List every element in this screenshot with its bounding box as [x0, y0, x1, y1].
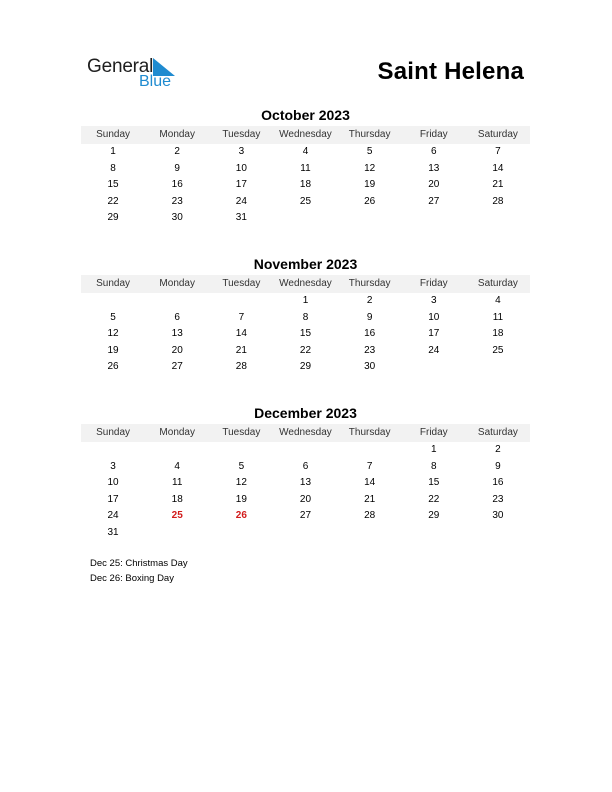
- weekday-label: Thursday: [348, 278, 391, 289]
- weekday-label: Monday: [159, 278, 195, 289]
- month-title: November 2023: [253, 256, 358, 272]
- day-grid: [81, 293, 530, 376]
- day-cell: 3: [110, 460, 116, 472]
- weekday-label: Thursday: [348, 129, 391, 140]
- empty-cell: [466, 359, 530, 376]
- day-cell: 16: [171, 179, 183, 190]
- month-december: [81, 404, 530, 541]
- day-cell: 9: [366, 311, 373, 323]
- weekday-label: Saturday: [477, 278, 518, 289]
- day-grid: [81, 144, 530, 227]
- day-cell: 17: [107, 493, 119, 505]
- day-cell: 24: [235, 195, 247, 207]
- day-cell: 25: [299, 195, 312, 207]
- day-cell: 5: [238, 460, 245, 472]
- day-cell: 30: [364, 361, 376, 372]
- day-cell: 7: [495, 146, 501, 157]
- day-cell: 24: [428, 344, 440, 356]
- day-cell: 22: [107, 195, 119, 207]
- empty-cell: [145, 525, 209, 542]
- day-cell: 19: [107, 344, 119, 356]
- day-cell: 11: [172, 477, 183, 488]
- day-cell: 14: [364, 477, 376, 488]
- day-cell: 29: [107, 212, 119, 223]
- day-cell: 26: [107, 361, 119, 372]
- day-cell: 16: [364, 328, 376, 339]
- day-cell: 14: [235, 328, 247, 339]
- day-cell: 26: [235, 510, 247, 521]
- day-cell: 19: [364, 179, 376, 190]
- weekday-label: Friday: [419, 278, 448, 289]
- empty-cell: [209, 442, 273, 459]
- day-cell: 13: [428, 162, 440, 174]
- day-cell: 30: [171, 212, 183, 223]
- day-cell: 27: [171, 361, 183, 372]
- day-cell: 6: [302, 460, 309, 472]
- weekday-label: Saturday: [477, 129, 518, 140]
- weekday-header: [81, 424, 530, 442]
- empty-cell: [273, 525, 337, 542]
- day-cell: 15: [428, 477, 440, 488]
- day-cell: 22: [299, 344, 312, 356]
- month-october: [81, 106, 530, 227]
- weekday-label: Monday: [159, 129, 195, 140]
- day-cell: 9: [174, 162, 180, 174]
- empty-cell: [81, 442, 145, 459]
- day-cell: 18: [171, 493, 183, 505]
- day-cell: 3: [238, 146, 245, 157]
- weekday-label: Tuesday: [222, 427, 261, 438]
- day-cell: 24: [107, 510, 119, 521]
- day-cell: 7: [238, 311, 245, 323]
- day-cell: 13: [299, 477, 312, 488]
- day-cell: 4: [302, 146, 309, 157]
- empty-cell: [273, 210, 337, 227]
- month-title: October 2023: [261, 107, 350, 123]
- day-cell: 27: [428, 195, 440, 207]
- weekday-label: Sunday: [96, 427, 131, 438]
- day-cell: 8: [430, 460, 437, 472]
- day-cell: 18: [299, 179, 312, 190]
- day-cell: 9: [495, 460, 501, 472]
- day-cell: 5: [110, 311, 116, 323]
- empty-cell: [209, 525, 273, 542]
- weekday-label: Sunday: [96, 278, 131, 289]
- day-cell: 5: [366, 146, 373, 157]
- day-cell: 10: [107, 477, 119, 488]
- empty-cell: [145, 442, 209, 459]
- empty-cell: [338, 442, 402, 459]
- weekday-label: Monday: [159, 427, 195, 438]
- day-cell: 31: [107, 526, 119, 538]
- day-cell: 11: [300, 162, 311, 174]
- holiday-notes: [90, 556, 188, 586]
- day-cell: 3: [430, 295, 437, 306]
- empty-cell: [402, 359, 466, 376]
- day-cell: 8: [302, 311, 309, 323]
- day-cell: 10: [428, 311, 440, 323]
- empty-cell: [402, 525, 466, 542]
- day-cell: 12: [364, 162, 376, 174]
- day-cell: 6: [430, 146, 437, 157]
- day-cell: 25: [171, 510, 183, 521]
- weekday-label: Wednesday: [279, 278, 332, 289]
- day-grid: [81, 442, 530, 541]
- day-cell: 6: [174, 311, 180, 323]
- weekday-label: Wednesday: [279, 129, 332, 140]
- day-cell: 28: [364, 510, 376, 521]
- weekday-label: Tuesday: [222, 278, 261, 289]
- empty-cell: [209, 293, 273, 310]
- logo-text-general: General: [87, 56, 154, 77]
- day-cell: 31: [235, 212, 247, 223]
- logo-text-blue: Blue: [139, 73, 172, 90]
- day-cell: 8: [110, 162, 116, 174]
- day-cell: 29: [428, 510, 440, 521]
- day-cell: 2: [495, 444, 501, 455]
- day-cell: 28: [235, 361, 247, 372]
- day-cell: 12: [107, 328, 119, 339]
- day-cell: 26: [364, 195, 376, 207]
- day-cell: 1: [302, 295, 309, 306]
- day-cell: 7: [366, 460, 373, 472]
- weekday-label: Saturday: [477, 427, 518, 438]
- day-cell: 22: [428, 493, 440, 505]
- empty-cell: [338, 210, 402, 227]
- day-cell: 17: [428, 328, 440, 339]
- day-cell: 20: [428, 179, 440, 190]
- weekday-label: Tuesday: [222, 129, 261, 140]
- day-cell: 25: [492, 344, 504, 356]
- day-cell: 23: [171, 195, 183, 207]
- day-cell: 2: [366, 295, 373, 306]
- country-title: Saint Helena: [377, 58, 524, 85]
- holiday-note: Dec 26: Boxing Day: [90, 573, 174, 584]
- weekday-label: Sunday: [96, 129, 131, 140]
- day-cell: 15: [107, 179, 119, 190]
- day-cell: 30: [492, 510, 504, 521]
- day-cell: 29: [299, 361, 312, 372]
- day-cell: 21: [364, 493, 376, 505]
- day-cell: 10: [235, 162, 247, 174]
- day-cell: 17: [235, 179, 247, 190]
- empty-cell: [466, 210, 530, 227]
- day-cell: 28: [492, 195, 504, 207]
- month-title: December 2023: [254, 405, 357, 421]
- empty-cell: [81, 293, 145, 310]
- holiday-note: Dec 25: Christmas Day: [90, 558, 188, 569]
- day-cell: 13: [171, 328, 183, 339]
- day-cell: 1: [430, 444, 437, 455]
- weekday-label: Friday: [419, 427, 448, 438]
- weekday-label: Wednesday: [279, 427, 332, 438]
- day-cell: 20: [171, 344, 183, 356]
- day-cell: 23: [492, 493, 504, 505]
- empty-cell: [402, 210, 466, 227]
- weekday-header: [81, 126, 530, 144]
- day-cell: 20: [299, 493, 312, 505]
- day-cell: 21: [492, 179, 504, 190]
- day-cell: 4: [174, 460, 180, 472]
- day-cell: 1: [110, 146, 116, 157]
- day-cell: 23: [364, 344, 376, 356]
- day-cell: 2: [174, 146, 180, 157]
- empty-cell: [145, 293, 209, 310]
- empty-cell: [338, 525, 402, 542]
- month-november: [81, 255, 530, 376]
- day-cell: 18: [492, 328, 504, 339]
- day-cell: 11: [492, 311, 504, 323]
- day-cell: 14: [492, 162, 504, 174]
- day-cell: 12: [235, 477, 247, 488]
- day-cell: 19: [235, 493, 247, 505]
- day-cell: 15: [299, 328, 312, 339]
- day-cell: 21: [235, 344, 247, 356]
- weekday-header: [81, 275, 530, 293]
- day-cell: 4: [495, 295, 501, 306]
- empty-cell: [466, 525, 530, 542]
- empty-cell: [273, 442, 337, 459]
- day-cell: 16: [492, 477, 504, 488]
- day-cell: 27: [299, 510, 312, 521]
- generalblue-logo: [87, 56, 187, 92]
- weekday-label: Thursday: [348, 427, 391, 438]
- weekday-label: Friday: [419, 129, 448, 140]
